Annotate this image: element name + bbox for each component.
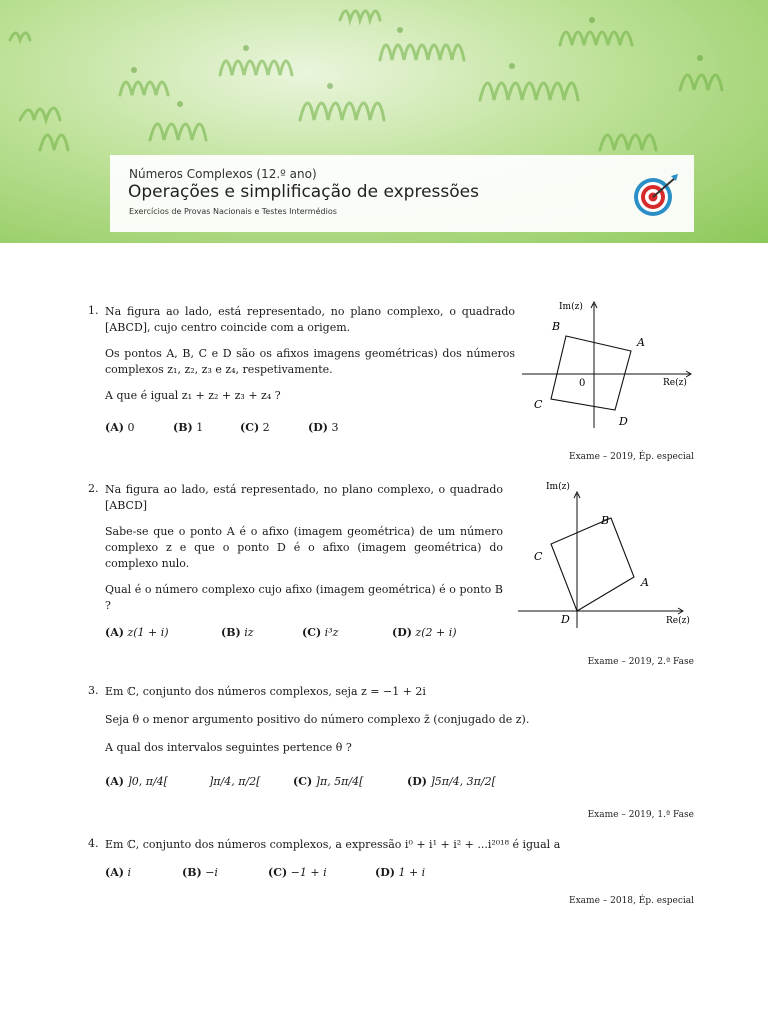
point-c-label: C	[534, 550, 543, 563]
point-b-label: B	[601, 514, 610, 527]
question-text: A que é igual z₁ + z₂ + z₃ + z₄ ?	[105, 389, 281, 402]
figure-2-square	[516, 478, 694, 630]
y-axis-label: Im(z)	[546, 482, 570, 492]
subject-label: Números Complexos (12.º ano)	[129, 167, 317, 181]
question-text: Na figura ao lado, está representado, no plano complexo, o quadrado [ABCD]	[105, 483, 503, 512]
origin-label: 0	[579, 378, 586, 389]
option-d[interactable]: (D) ]5π/4, 3π/2[	[407, 775, 496, 788]
option-d[interactable]: (D) 3	[308, 421, 339, 434]
question-3	[105, 684, 625, 756]
page-subtitle: Exercícios de Provas Nacionais e Testes Intermédios	[129, 207, 337, 216]
point-c-label: C	[534, 398, 543, 411]
answer-options	[105, 866, 505, 882]
option-a[interactable]: (A) 0	[105, 421, 135, 434]
option-a[interactable]: (A) z(1 + i)	[105, 626, 169, 639]
figure-1-square	[518, 296, 694, 432]
option-b[interactable]: (B) −i	[182, 866, 218, 879]
question-4	[105, 837, 645, 853]
question-text: A qual dos intervalos seguintes pertence θ ?	[105, 741, 352, 754]
point-a-label: A	[641, 576, 649, 589]
question-1	[105, 304, 515, 404]
option-c[interactable]: (C) ]π, 5π/4[	[293, 775, 364, 788]
option-b[interactable]: ]π/4, π/2[	[209, 775, 261, 788]
answer-options	[105, 626, 505, 642]
source-label: Exame – 2019, Ép. especial	[569, 452, 694, 462]
point-d-label: D	[561, 613, 570, 626]
question-text: Em ℂ, conjunto dos números complexos, a expressão i⁰ + i¹ + i² + ...i²⁰¹⁸ é igual a	[105, 838, 561, 851]
source-label: Exame – 2018, Ép. especial	[569, 896, 694, 906]
y-axis-label: Im(z)	[559, 302, 583, 312]
question-text: Seja θ o menor argumento positivo do número complexo z̄ (conjugado de z).	[105, 713, 530, 726]
question-number: 3.	[88, 684, 99, 697]
question-number: 1.	[88, 304, 99, 317]
title-box	[110, 155, 694, 232]
question-number: 2.	[88, 482, 99, 495]
question-number: 4.	[88, 837, 99, 850]
option-c[interactable]: (C) 2	[240, 421, 270, 434]
square-abcd	[551, 518, 634, 611]
point-d-label: D	[619, 415, 628, 428]
point-a-label: A	[637, 336, 645, 349]
question-text: Os pontos A, B, C e D são os afixos imagens geométricas) dos números complexos z₁, z₂, z₃ e z₄, respetivamente.	[105, 347, 515, 376]
option-c[interactable]: (C) i³z	[302, 626, 339, 639]
header-banner	[0, 0, 768, 243]
question-text: Na figura ao lado, está representado, no plano complexo, o quadrado [ABCD], cujo centro coincide com a origem.	[105, 305, 515, 334]
option-a[interactable]: (A) i	[105, 866, 131, 879]
question-2	[105, 482, 503, 614]
answer-options	[105, 775, 545, 793]
page-title: Operações e simplificação de expressões	[128, 182, 479, 202]
square-abcd	[551, 336, 631, 410]
question-text: Em ℂ, conjunto dos números complexos, seja z = −1 + 2i	[105, 685, 426, 698]
option-d[interactable]: (D) 1 + i	[375, 866, 426, 879]
source-label: Exame – 2019, 1.ª Fase	[587, 810, 694, 820]
option-b[interactable]: (B) iz	[221, 626, 254, 639]
option-c[interactable]: (C) −1 + i	[268, 866, 327, 879]
option-d[interactable]: (D) z(2 + i)	[392, 626, 457, 639]
option-b[interactable]: (B) 1	[173, 421, 204, 434]
target-logo-icon	[633, 172, 679, 218]
question-text: Qual é o número complexo cujo afixo (imagem geométrica) é o ponto B ?	[105, 583, 503, 612]
point-b-label: B	[552, 320, 561, 333]
source-label: Exame – 2019, 2.ª Fase	[587, 657, 694, 667]
x-axis-label: Re(z)	[663, 378, 687, 388]
option-a[interactable]: (A) ]0, π/4[	[105, 775, 168, 788]
x-axis-label: Re(z)	[666, 616, 690, 626]
question-text: Sabe-se que o ponto A é o afixo (imagem geométrica) de um número complexo z e que o ponto D é o afixo (imagem geométrica) do complexo nulo.	[105, 525, 503, 570]
answer-options	[105, 421, 515, 437]
